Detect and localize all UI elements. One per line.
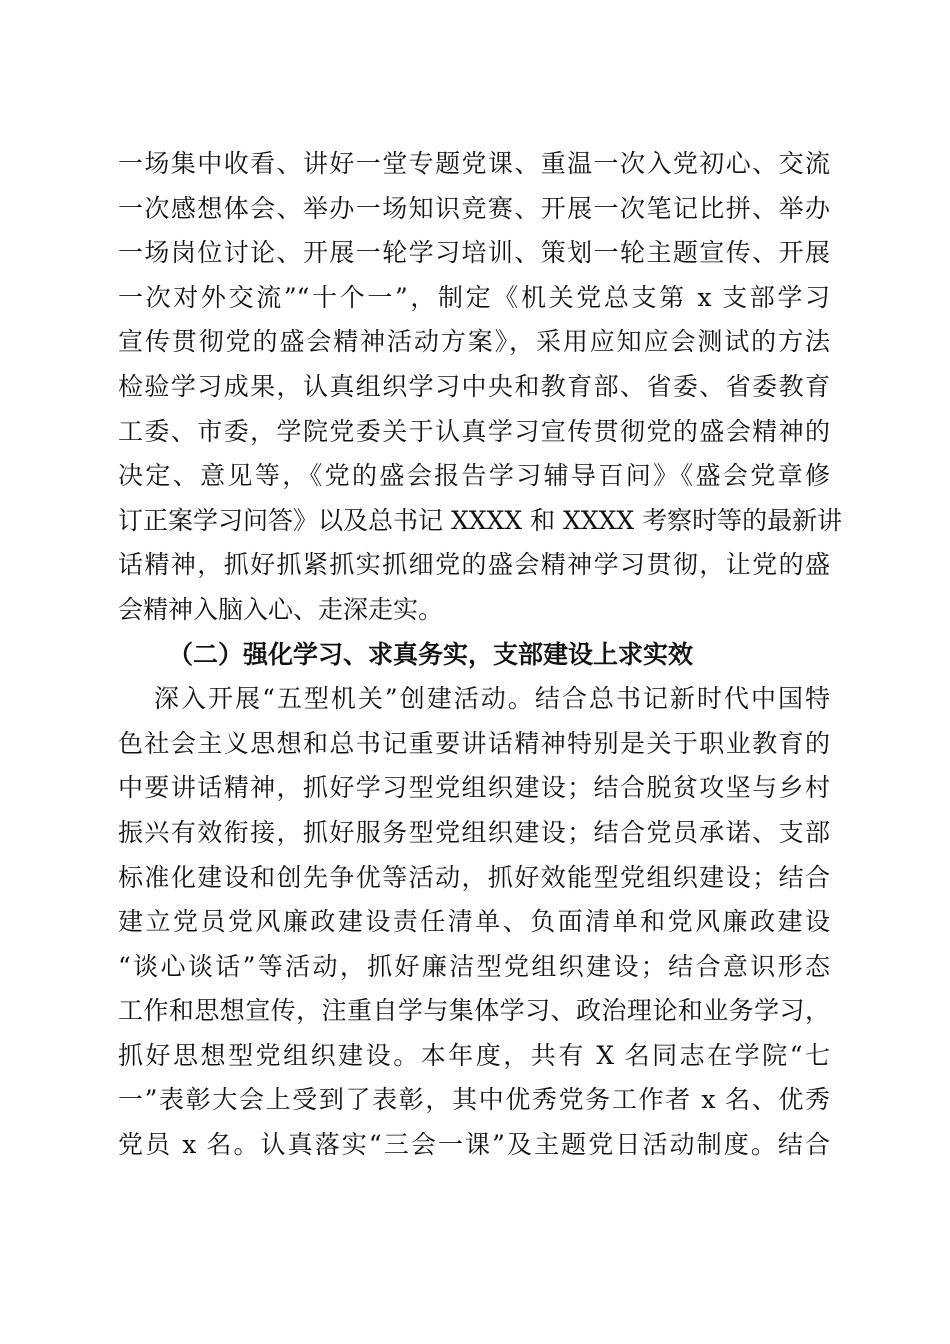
text-line: “谈心谈话”等活动，抓好廉洁型党组织建设；结合意识形态: [118, 951, 830, 981]
text-line: 话精神，抓好抓紧抓实抓细党的盛会精神学习贯彻，让党的盛: [118, 550, 830, 580]
text-line: 建立党员党风廉政建设责任清单、负面清单和党风廉政建设: [118, 907, 830, 937]
text-line: 中要讲话精神，抓好学习型党组织建设；结合脱贫攻坚与乡村: [118, 773, 830, 803]
text-line: 振兴有效衔接，抓好服务型党组织建设；结合党员承诺、支部: [118, 817, 830, 847]
paragraph-body: [118, 677, 830, 1168]
text-line: 深入开展“五型机关”创建活动。结合总书记新时代中国特: [154, 684, 830, 714]
text-line: 一次感想体会、举办一场知识竞赛、开展一次笔记比拼、举办: [118, 193, 830, 223]
text-line: 检验学习成果，认真组织学习中央和教育部、省委、省委教育: [118, 371, 830, 401]
text-line: 党员 x 名。认真落实“三会一课”及主题党日活动制度。结合: [118, 1130, 830, 1160]
text-line: 决定、意见等，《党的盛会报告学习辅导百问》《盛会党章修: [118, 461, 830, 491]
text-line: 工委、市委，学院党委关于认真学习宣传贯彻党的盛会精神的: [118, 416, 830, 446]
text-line: 一场岗位讨论、开展一轮学习培训、策划一轮主题宣传、开展: [118, 238, 830, 268]
text-line: 一”表彰大会上受到了表彰，其中优秀党务工作者 x 名、优秀: [118, 1085, 830, 1115]
text-line: 工作和思想宣传，注重自学与集体学习、政治理论和业务学习，: [118, 996, 830, 1026]
text-line: 一次对外交流”“十个一”，制定《机关党总支第 x 支部学习: [118, 282, 830, 312]
text-line: 一场集中收看、讲好一堂专题党课、重温一次入党初心、交流: [118, 149, 830, 178]
text-line: 会精神入脑入心、走深走实。: [118, 594, 444, 624]
text-line: 标准化建设和创先争优等活动，抓好效能型党组织建设；结合: [118, 862, 830, 892]
text-line: 订正案学习问答》以及总书记 XXXX 和 XXXX 考察时等的最新讲: [118, 505, 843, 535]
document-body: [118, 142, 843, 1168]
text-line: 色社会主义思想和总书记重要讲话精神特别是关于职业教育的: [118, 728, 830, 758]
text-line: 宣传贯彻党的盛会精神活动方案》，采用应知应会测试的方法: [118, 327, 830, 357]
text-line: 抓好思想型党组织建设。本年度，共有 X 名同志在学院“七: [118, 1040, 830, 1070]
paragraph-continued: [118, 142, 843, 633]
section-heading: （二）强化学习、求真务实，支部建设上求实效: [168, 639, 694, 669]
